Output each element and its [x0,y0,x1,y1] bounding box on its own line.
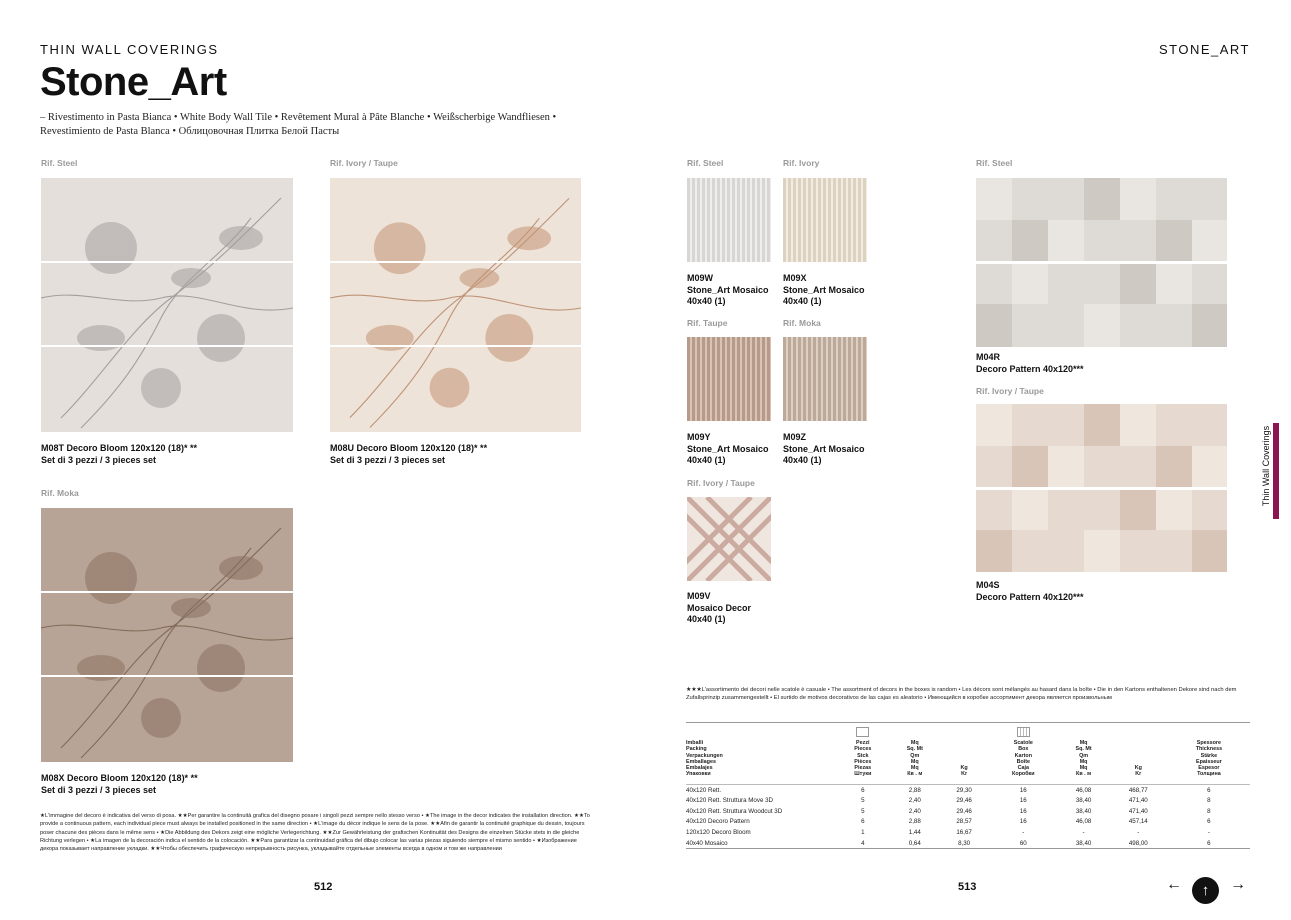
cell: 1,44 [908,828,921,836]
col-pezzi-label: Pezzi Pieces Stck Pièces Piezas Штуки [854,740,872,778]
caption-code: M09V [687,591,711,601]
cell: 16 [1019,818,1027,826]
cell: - [1137,828,1140,836]
rif-label: Rif. Ivory [783,158,820,168]
side-tab-accent [1273,423,1279,519]
table-row [686,817,1250,828]
assortment-note: ★★★L'assortimento dei decori nelle scatole è casuale • The assortment of decors in the boxes is random • Les décors sont mélangés au hasard dans la boîte • Die in den Kartons enthaltenen Dekore sind nach dem Zufallsprinzip zusammengestellt • El surtido de motivos decorativos de las cajas es aleatorio • Имеющийся в коробке ассортимент декора является произвольным [686,687,1237,702]
mosaic-image-m09z [783,337,867,421]
page-number-right: 513 [958,881,977,893]
subtitle-line: Revestimiento de Pasta Blanca • Облицовочная Плитка Белой Пасты [40,126,340,137]
rif-label: Rif. Taupe [687,318,728,328]
cell: 40x120 Rett. [686,786,722,794]
mosaic-image-m09v [687,497,771,581]
caption-name: Stone_Art Mosaico [783,443,865,454]
caption-line: Set di 3 pezzi / 3 pieces set [330,454,446,465]
caption-size: 40x40 (1) [783,296,822,306]
cell: 40x120 Rett. Struttura Woodcut 3D [686,807,783,815]
caption-name: Stone_Art Mosaico [687,284,769,295]
cell: 6 [861,818,865,826]
product-caption-m08u [330,443,487,466]
mosaic-caption-m09z [783,432,865,467]
cell: 120x120 Decoro Bloom [686,828,751,836]
pattern-grid [976,178,1227,347]
cell: 457,14 [1128,818,1148,826]
col-kg-pallet: Kg Kr [1134,765,1142,778]
product-caption-m08t [41,443,197,466]
cell: 46,08 [1075,818,1092,826]
arrow-left-icon: ← [1166,876,1182,893]
cell: 8 [1207,807,1211,815]
product-image-m08x [41,508,293,762]
mosaic-image-m09w [687,178,771,262]
cell: 16 [1019,807,1027,815]
cell: 8,30 [958,839,971,847]
cell: 2,88 [908,818,921,826]
subtitle-line: – Rivestimento in Pasta Bianca • White Body Wall Tile • Revêtement Mural à Pâte Blanche • Weißscherbige Wandfliesen • [40,112,557,123]
cell: 5 [861,807,865,815]
mosaic-decor-pattern [687,497,771,581]
rif-label: Rif. Steel [976,158,1013,168]
page-number-left: 512 [314,881,333,893]
cell: 471,40 [1128,797,1148,805]
cell: 1 [861,828,865,836]
section-header-left: THIN WALL COVERINGS [40,42,219,57]
caption-line: Set di 3 pezzi / 3 pieces set [41,784,157,795]
cell: 2,40 [908,807,921,815]
section-side-tab[interactable] [1256,423,1276,519]
table-row [686,827,1250,838]
page-subtitle [40,111,600,139]
cell: - [1022,828,1025,836]
section-header-right: STONE_ART [1158,42,1250,57]
cell: - [1207,828,1210,836]
pattern-grid [976,404,1227,572]
arrow-right-icon: → [1230,876,1246,893]
cell: 28,57 [956,818,972,826]
cell: 29,46 [956,807,972,815]
col-kg: Kg Kr [960,765,968,778]
cell: 498,00 [1128,839,1148,847]
caption-name: Decoro Pattern 40x120*** [976,591,1084,602]
next-page-button[interactable] [1230,876,1246,894]
table-row [686,806,1250,817]
pallet-icon [1017,727,1030,737]
caption-code: M09Z [783,432,807,442]
caption-code: M04S [976,580,1000,590]
caption-name: Mosaico Decor [687,602,752,613]
cell: 6 [1207,786,1211,794]
scroll-top-button[interactable] [1192,877,1219,904]
rif-label: Rif. Steel [41,158,78,168]
cell: 2,40 [908,797,921,805]
cell: 2,88 [908,786,921,794]
cell: 468,77 [1128,786,1148,794]
arrow-up-icon: ↑ [1201,882,1210,899]
cell: 6 [1207,818,1211,826]
cell: 40x120 Decoro Pattern [686,818,750,826]
cell: 60 [1019,839,1027,847]
product-image-m08u [330,178,581,432]
rif-label: Rif. Moka [783,318,821,328]
cell: 16 [1019,786,1027,794]
caption-size: 40x40 (1) [687,455,726,465]
cell: 16,67 [956,828,972,836]
box-icon [856,727,869,737]
pattern-caption-m04s [976,580,1084,603]
mosaic-caption-m09v [687,591,751,626]
product-caption-m08x [41,773,198,796]
cell: 40x120 Rett. Struttura Move 3D [686,797,774,805]
caption-size: 40x40 (1) [783,455,822,465]
cell: 38,40 [1075,839,1092,847]
caption-size: 40x40 (1) [687,296,726,306]
cell: 0,64 [908,839,921,847]
side-tab-label: Thin Wall Coverings [1261,425,1271,507]
col-scatole [988,723,1058,785]
col-mq-pallet: Mq Sq. Mt Qm Mq Mq Кв . м [1075,740,1092,778]
col-imballi: Imballi Packing Verpackungen Emballages Embalajes Упаковки [686,740,723,778]
cell: 6 [1207,839,1211,847]
col-scatole-label: Scatole Box Karton Boîte Caja Коробки [1012,740,1035,778]
caption-code: M04R [976,352,1001,362]
table-row [686,784,1250,795]
caption-name: Decoro Pattern 40x120*** [976,363,1084,374]
rif-label: Rif. Ivory / Taupe [330,158,398,168]
caption-line: M08T Decoro Bloom 120x120 (18)* ** [41,443,198,453]
cell: 5 [861,797,865,805]
cell: - [1082,828,1085,836]
caption-name: Stone_Art Mosaico [687,443,769,454]
mosaic-image-m09y [687,337,771,421]
cell: 16 [1019,797,1027,805]
cell: 6 [861,786,865,794]
cell: 38,40 [1075,797,1092,805]
mosaic-image-m09x [783,178,867,262]
mosaic-caption-m09y [687,432,769,467]
pattern-image-m04r [976,178,1227,347]
table-header-row [686,723,1250,785]
mosaic-caption-m09x [783,273,865,308]
rif-label: Rif. Steel [687,158,724,168]
prev-page-button[interactable] [1166,876,1182,894]
rif-label: Rif. Ivory / Taupe [687,478,755,488]
footnote: ★L'immagine del decoro è indicativa del verso di posa. ★★Per garantire la continuità grafica del disegno posare i singoli pezzi sempre nello stesso verso • ★The image in the decor indicates the installation direction. ★★To provide a continuous pattern, each individual piece must always be installed positioned in the same direction • ★L'image du décor indique le sens de la pose. ★★Afin de garantir la continuité graphique du dessin, toujours poser chacune des pièces dans le même sens • ★Die Abbildung des Dekors zeigt eine mögliche Verlegerichtung. ★★Zur Gewährleistung der grafischen Kontinuität des Designs die einzelnen Stücke stets in die gleiche Richtung verlegen • ★La imagen de la decoración indica el sentido de la colocación. ★★Para garantizar la continuidad gráfica del dibujo colocar las varias piezas siguiendo siempre el mismo sentido • ★Изображение декора показывает направление укладки. ★★Чтобы обеспечить графическую непрерывность рисунка, укладывайте отдельные элементы всегда в одном и том же направлении [40,813,590,853]
pattern-image-m04s [976,404,1227,572]
cell: 46,08 [1075,786,1092,794]
col-pezzi [836,723,890,785]
product-image-m08t [41,178,293,432]
caption-code: M09Y [687,432,711,442]
cell: 29,30 [956,786,972,794]
rif-label: Rif. Moka [41,488,79,498]
cell: 471,40 [1128,807,1148,815]
page-title: Stone_Art [40,60,227,104]
col-mq: Mq Sq. Mt Qm Mq Mq Кв . м [906,740,923,778]
cell: 29,46 [956,797,972,805]
table-row [686,838,1250,849]
caption-line: M08X Decoro Bloom 120x120 (18)* ** [41,773,198,783]
cell: 40x40 Mosaico [686,839,728,847]
table-row [686,795,1250,806]
caption-code: M09X [783,273,807,283]
caption-size: 40x40 (1) [687,614,726,624]
caption-line: M08U Decoro Bloom 120x120 (18)* ** [330,443,488,453]
packing-table [686,722,1250,849]
caption-code: M09W [687,273,714,283]
cell: 4 [861,839,865,847]
caption-line: Set di 3 pezzi / 3 pieces set [41,454,157,465]
caption-name: Stone_Art Mosaico [783,284,865,295]
mosaic-caption-m09w [687,273,769,308]
cell: 8 [1207,797,1211,805]
rif-label: Rif. Ivory / Taupe [976,386,1044,396]
col-spessore: Spessore Thickness Stärke Epaisseur Espesor Толщина [1195,740,1223,778]
pattern-caption-m04r [976,352,1084,375]
cell: 38,40 [1075,807,1092,815]
